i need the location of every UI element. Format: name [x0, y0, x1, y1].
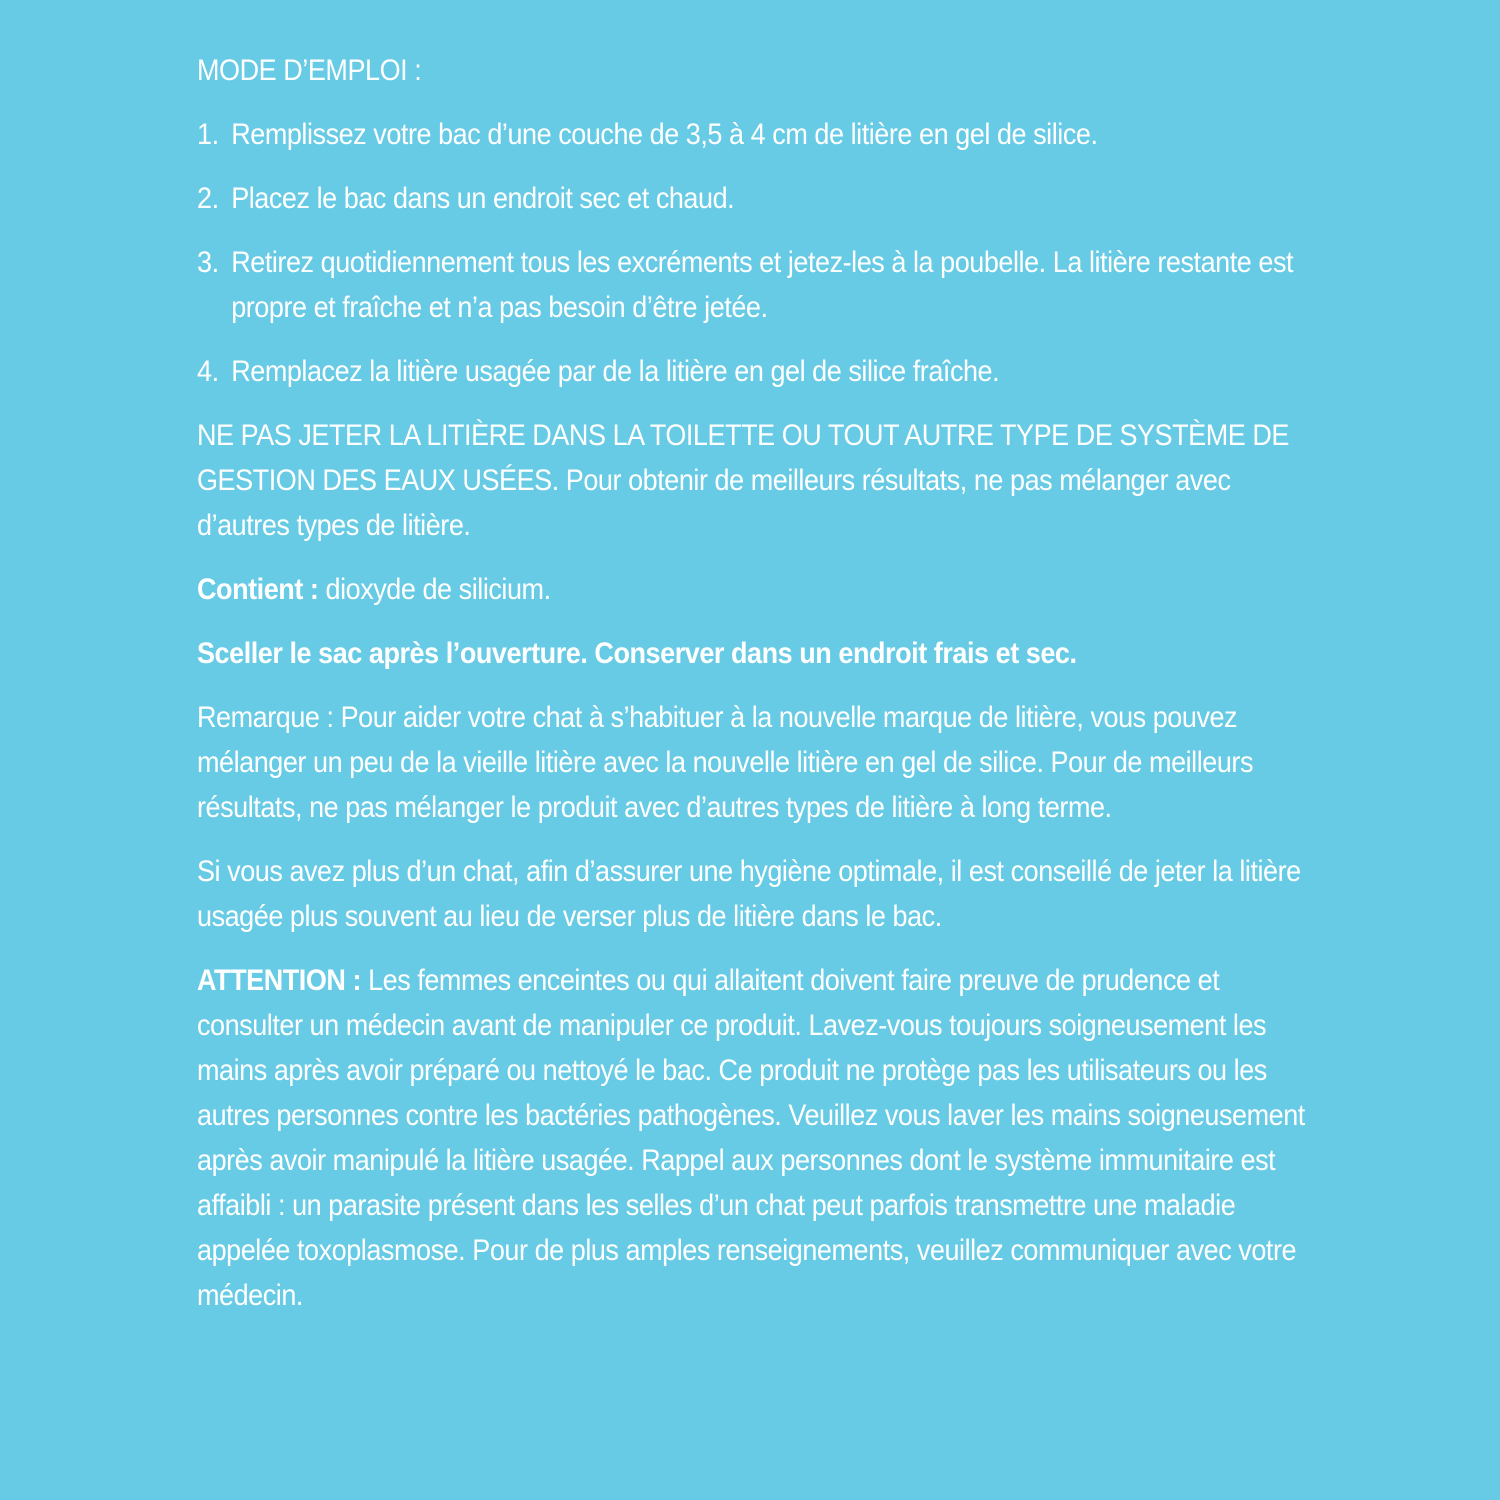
step-item — [197, 112, 1322, 157]
attention-text: Les femmes enceintes ou qui allaitent doivent faire preuve de prudence et consulter un médecin avant de manipuler ce produit. Lavez-vous toujours soigneusement les mains après avoir préparé ou nettoyé le bac. Ce produit ne protège pas les utilisateurs ou les autres personnes contre les bactéries pathogènes. Veuillez vous laver les mains soigneusement après avoir manipulé la litière usagée. Rappel aux personnes dont le système immunitaire est affaibli : un parasite présent dans les selles d’un chat peut parfois transmettre une maladie appelée toxoplasmose. Pour de plus amples renseignements, veuillez communiquer avec votre médecin. — [197, 964, 1305, 1312]
step-item — [197, 176, 1322, 221]
remark-paragraph: Remarque : Pour aider votre chat à s’habituer à la nouvelle marque de litière, vous pouvez mélanger un peu de la vieille litière avec la nouvelle litière en gel de silice. Pour de meilleurs résultats, ne pas mélanger le produit avec d’autres types de litière à long terme. — [197, 701, 1254, 824]
step-number: 1. — [197, 118, 219, 151]
flush-warning-paragraph: NE PAS JETER LA LITIÈRE DANS LA TOILETTE OU TOUT AUTRE TYPE DE SYSTÈME DE GESTION DES EAUX USÉES. Pour obtenir de meilleurs résultats, ne pas mélanger avec d’autres types de litière. — [197, 419, 1289, 542]
contains-text: dioxyde de silicium. — [318, 573, 551, 606]
storage-paragraph: Sceller le sac après l’ouverture. Conserver dans un endroit frais et sec. — [197, 637, 1077, 670]
step-item — [197, 240, 1322, 330]
contains-paragraph — [197, 567, 1322, 612]
attention-paragraph — [197, 958, 1322, 1318]
step-text: Remplissez votre bac d’une couche de 3,5 à 4 cm de litière en gel de silice. — [231, 118, 1098, 151]
instructions-panel — [197, 48, 1322, 1337]
step-item — [197, 349, 1322, 394]
step-number: 3. — [197, 246, 219, 279]
instructions-heading: MODE D’EMPLOI : — [197, 54, 422, 87]
multi-cat-paragraph: Si vous avez plus d’un chat, afin d’assurer une hygiène optimale, il est conseillé de jeter la litière usagée plus souvent au lieu de verser plus de litière dans le bac. — [197, 855, 1301, 933]
contains-label: Contient : — [197, 573, 319, 606]
attention-label: ATTENTION : — [197, 964, 362, 997]
step-number: 4. — [197, 355, 219, 388]
step-text: Placez le bac dans un endroit sec et chaud. — [231, 182, 735, 215]
step-text: Remplacez la litière usagée par de la litière en gel de silice fraîche. — [231, 355, 1000, 388]
step-text: Retirez quotidiennement tous les excréments et jetez-les à la poubelle. La litière restante est propre et fraîche et n’a pas besoin d’être jetée. — [231, 246, 1294, 324]
step-number: 2. — [197, 182, 219, 215]
